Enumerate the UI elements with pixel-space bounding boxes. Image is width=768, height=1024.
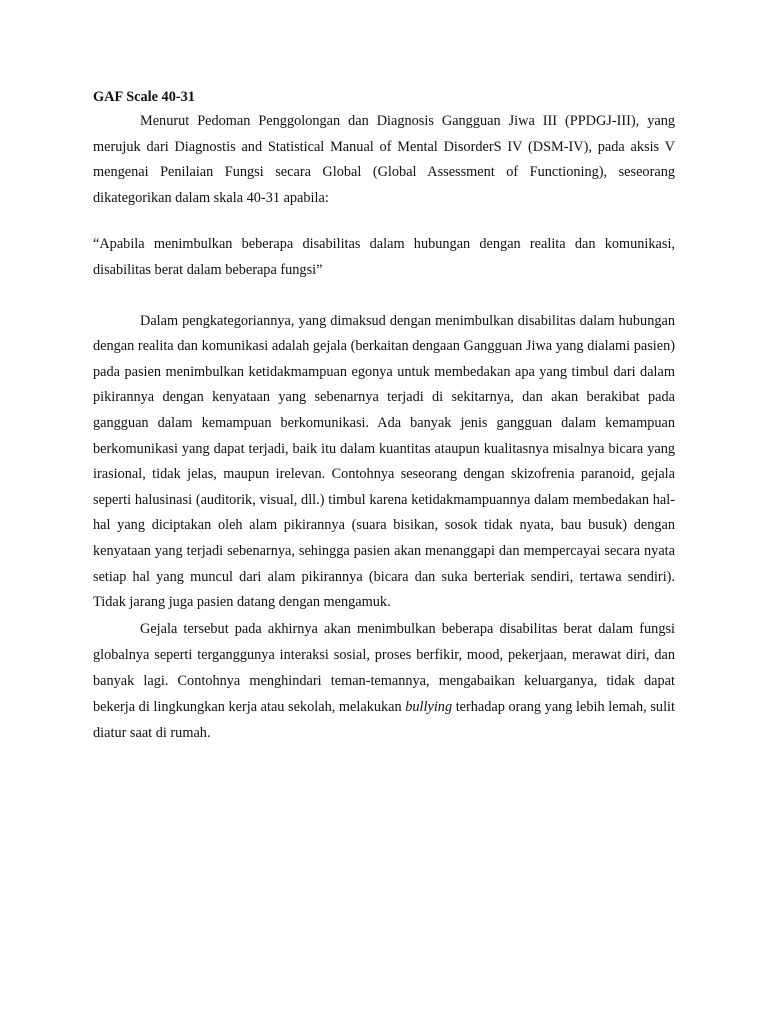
paragraph-text-end: terhadap orang yang lebih lemah, sulit diatur saat di rumah.	[93, 698, 675, 741]
document-title: GAF Scale 40-31	[93, 89, 195, 105]
paragraph-global-function	[93, 616, 675, 746]
italic-term: bullying	[405, 698, 453, 715]
quote-criteria: “Apabila menimbulkan beberapa disabilitas dalam hubungan dengan realita dan komunikasi, disabilitas berat dalam beberapa fungsi”	[93, 236, 675, 278]
paragraph-explanation: Dalam pengkategoriannya, yang dimaksud dengan menimbulkan disabilitas dalam hubungan dengan realita dan komunikasi adalah gejala (berkaitan dengaan Gangguan Jiwa yang dialami pasien) pada pasien menimbulkan ketidakmampuan egonya untuk membedakan apa yang timbul dari dalam pikirannya dengan kenyataan yang sebenarnya terjadi di sekitarnya, dan akan berakibat pada gangguan dalam kemampuan berkomunikasi. Ada banyak jenis gangguan dalam kemampuan berkomunikasi yang dapat terjadi, baik itu dalam kuantitas ataupun kualitasnya misalnya bicara yang irasional, tidak jelas, maupun irelevan. Contohnya seseorang dengan skizofrenia paranoid, gejala seperti halusinasi (auditorik, visual, dll.) timbul karena ketidakmampuannya dalam membedakan hal-hal yang diciptakan oleh alam pikirannya (suara bisikan, sosok tidak nyata, bau busuk) dengan kenyataan yang terjadi sebenarnya, sehingga pasien akan menanggapi dan mempercayai secara nyata setiap hal yang muncul dari alam pikirannya (bicara dan suka berteriak sendiri, tertawa sendiri). Tidak jarang juga pasien datang dengan mengamuk.	[93, 312, 675, 611]
paragraph-text-start: Gejala tersebut pada akhirnya akan menimbulkan beberapa disabilitas berat dalam fungsi globalnya seperti terganggunya interaksi sosial, proses berfikir, mood, pekerjaan, merawat diri, dan banyak lagi. Contohnya menghindari teman-temannya, mengabaikan keluarganya, tidak dapat bekerja di lingkungkan kerja atau sekolah, melakukan	[93, 620, 675, 715]
paragraph-intro: Menurut Pedoman Penggolongan dan Diagnosis Gangguan Jiwa III (PPDGJ-III), yang merujuk dari Diagnostis and Statistical Manual of Mental DisorderS IV (DSM-IV), pada aksis V mengenai Penilaian Fungsi secara Global (Global Assessment of Functioning), seseorang dikategorikan dalam skala 40-31 apabila:	[93, 113, 675, 206]
document-page	[93, 86, 675, 746]
